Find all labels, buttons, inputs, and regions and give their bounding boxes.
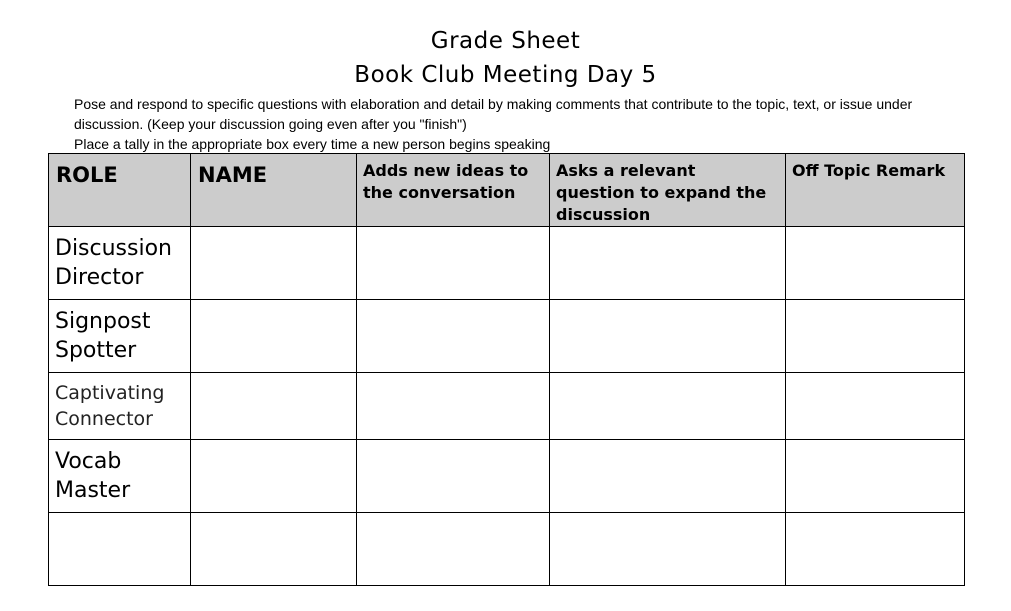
instructions [74,94,934,154]
role-label [49,513,190,520]
column-header-question-label: Asks a relevant question to expand the discussion [556,161,767,224]
role-cell [49,373,191,440]
role-label: Signpost Spotter [55,309,151,363]
tally-instructions: Place a tally in the appropriate box every time a new person begins speaking [74,136,551,152]
column-header-ideas-label: Adds new ideas to the conversation [363,161,529,202]
ideas-tally-cell[interactable] [357,513,550,586]
table-row [49,440,965,513]
question-tally-cell[interactable] [550,300,786,373]
column-header-ideas [357,154,550,227]
offtopic-tally-cell[interactable] [786,227,965,300]
instructions-text: Pose and respond to specific questions with elaboration and detail by making comments that contribute to the topic, text, or issue under discussion. (Keep your discussion going even after you "finish") [74,96,913,132]
header-row [49,154,965,227]
column-header-offtopic-label: Off Topic Remark [792,161,946,180]
page-title: Grade Sheet [430,28,581,54]
question-tally-cell[interactable] [550,440,786,513]
role-cell[interactable] [49,513,191,586]
role-label: Captivating Connector [55,382,165,430]
table-row [49,513,965,586]
name-cell[interactable] [191,227,357,300]
column-header-name-label: NAME [198,163,268,187]
name-cell[interactable] [191,300,357,373]
column-header-role-label: ROLE [56,163,118,187]
ideas-tally-cell[interactable] [357,227,550,300]
role-label: Discussion Director [55,236,172,290]
column-header-question [550,154,786,227]
offtopic-tally-cell[interactable] [786,300,965,373]
column-header-offtopic [786,154,965,227]
ideas-tally-cell[interactable] [357,373,550,440]
table-row [49,227,965,300]
table-row [49,373,965,440]
column-header-role [49,154,191,227]
offtopic-tally-cell[interactable] [786,440,965,513]
question-tally-cell[interactable] [550,373,786,440]
question-tally-cell[interactable] [550,513,786,586]
question-tally-cell[interactable] [550,227,786,300]
offtopic-tally-cell[interactable] [786,513,965,586]
offtopic-tally-cell[interactable] [786,373,965,440]
grade-table [48,153,965,586]
name-cell[interactable] [191,513,357,586]
page-subtitle: Book Club Meeting Day 5 [354,62,657,88]
name-cell[interactable] [191,440,357,513]
column-header-name [191,154,357,227]
role-cell [49,440,191,513]
role-label: Vocab Master [55,449,131,503]
ideas-tally-cell[interactable] [357,440,550,513]
table-row [49,300,965,373]
role-cell [49,227,191,300]
name-cell[interactable] [191,373,357,440]
ideas-tally-cell[interactable] [357,300,550,373]
role-cell [49,300,191,373]
